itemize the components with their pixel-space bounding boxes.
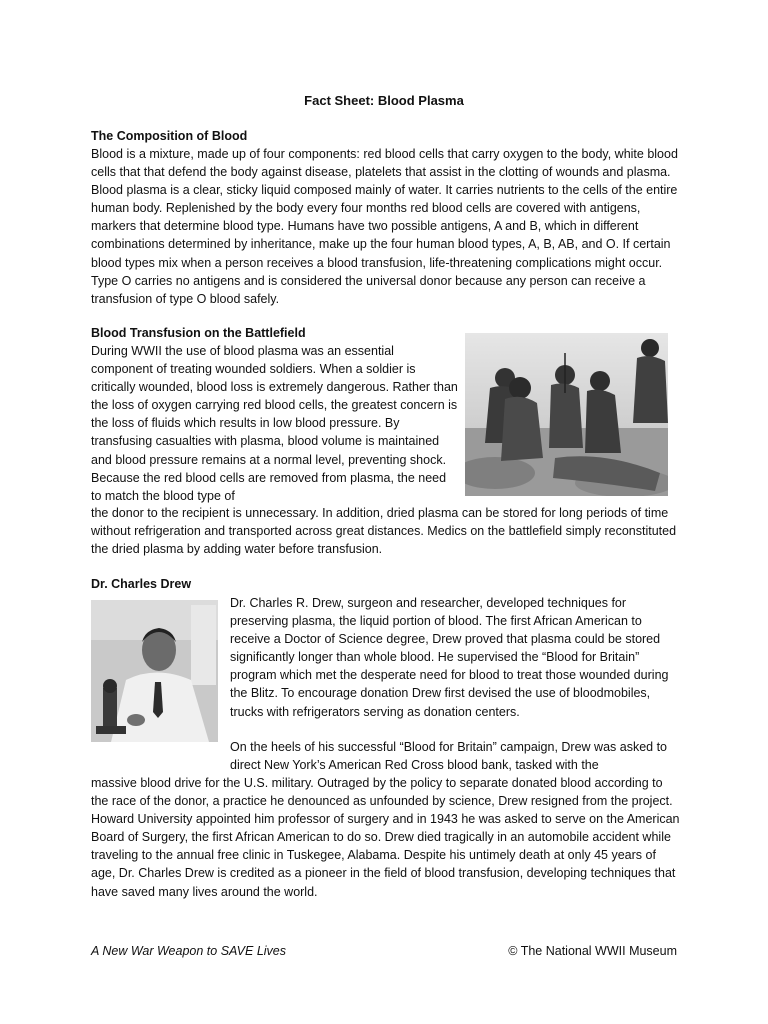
drew-para2-top: On the heels of his successful “Blood for Britain” campaign, Drew was asked to direct New York’s American Red Cross blood bank, tasked with the [230, 740, 668, 773]
battlefield-photo-illustration [465, 333, 668, 496]
charles-drew-photo [91, 600, 218, 742]
composition-body: Blood is a mixture, made up of four components: red blood cells that carry oxygen to the body, white blood cells that that defend the body against disease, platelets that assist in the clotting of wounds and plasma. Blood plasma is a clear, sticky liquid composed mainly of water. It carries nutrients to the cells of the entire human body. Replenished by the body every four months red blood cells are covered with antigens, markers that determine blood type. Humans have two possible antigens, A and B, which in different combinations determined by inheritance, make up the four human blood types, A, B, AB, and O. If certain blood types mix when a person receives a blood transfusion, life-threatening complications might occur. Type O carries no antigens and is considered the universal donor because any person can receive a transfusion of type O blood safely. [91, 147, 678, 306]
drew-heading: Dr. Charles Drew [91, 577, 192, 591]
battlefield-body-bottom: the donor to the recipient is unnecessary. In addition, dried plasma can be stored for long periods of time without refrigeration and transported across great distances. Medics on the battlefield simply reconstituted the dried plasma by adding water before transfusion. [91, 506, 677, 557]
charles-drew-portrait-illustration [91, 600, 218, 742]
footer-tagline: A New War Weapon to SAVE Lives [91, 944, 287, 958]
composition-heading: The Composition of Blood [91, 129, 248, 143]
drew-para1: Dr. Charles R. Drew, surgeon and researcher, developed techniques for preserving plasma, the liquid portion of blood. The first African American to receive a Doctor of Science degree, Drew proved that plasma could be stored significantly longer than whole blood. He supervised the “Blood for Britain” program which met the desperate need for blood to treat those wounded during the Blitz. To encourage donation Drew first devised the use of bloodmobiles, trucks with refrigerators serving as donation centers. [230, 596, 669, 719]
drew-para2-bottom: massive blood drive for the U.S. military. Outraged by the policy to separate donated blood according to the race of the donor, a practice he denounced as unfounded by science, Drew resigned from the project. Howard University appointed him professor of surgery and in 1943 he was asked to serve on the American Board of Surgery, the first African American to do so. Drew died tragically in an automobile accident while traveling to the annual free clinic in Tuskegee, Alabama. Despite his untimely death at only 45 years of age, Dr. Charles Drew is credited as a pioneer in the field of blood transfusion, developing techniques that have saved many lives around the world. [91, 776, 680, 899]
page-title: Fact Sheet: Blood Plasma [304, 93, 464, 108]
battlefield-heading: Blood Transfusion on the Battlefield [91, 326, 306, 340]
battlefield-body-top: During WWII the use of blood plasma was an essential component of treating wounded soldiers. When a soldier is critically wounded, blood loss is extremely dangerous. Rather than the loss of oxygen carrying red blood cells, the greatest concern is the loss of fluids which results in low blood pressure. By transfusing casualties with plasma, blood volume is maintained and blood pressure remains at a normal level, preventing shock. Because the red blood cells are removed from plasma, the need to match the blood type of [91, 344, 458, 503]
battlefield-photo [465, 333, 668, 496]
footer-copyright: © The National WWII Museum [508, 944, 677, 958]
